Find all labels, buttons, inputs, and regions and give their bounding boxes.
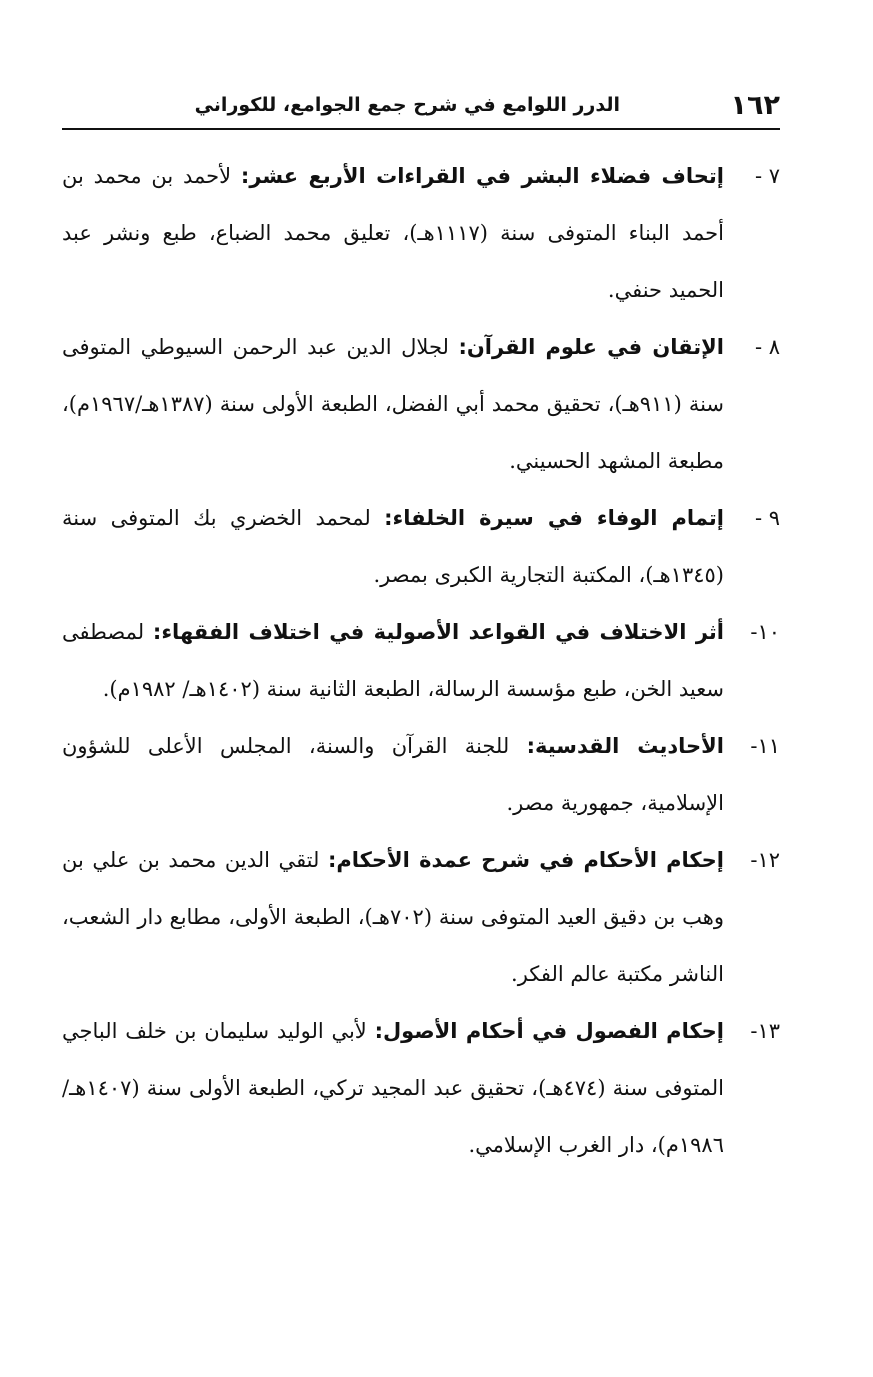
entry-text: لأبي الوليد سليمان بن خلف الباجي المتوفى سنة (٤٧٤هـ)، تحقيق عبد المجيد تركي، الطبعة الأولى سنة (١٤٠٧هـ/١٩٨٦م)، دار الغرب الإسلامي. xyxy=(62,1019,724,1157)
running-title: الدرر اللوامع في شرح جمع الجوامع، للكوراني xyxy=(194,94,620,116)
entry-text: لتقي الدين محمد بن علي بن وهب بن دقيق العيد المتوفى سنة (٧٠٢هـ)، الطبعة الأولى، مطابع دار الشعب، الناشر مكتبة عالم الفكر. xyxy=(62,848,724,986)
entry-title: الإتقان في علوم القرآن: xyxy=(458,335,724,359)
entry-text: لمحمد الخضري بك المتوفى سنة (١٣٤٥هـ)، المكتبة التجارية الكبرى بمصر. xyxy=(62,506,724,587)
entry-text: لمصطفى سعيد الخن، طبع مؤسسة الرسالة، الطبعة الثانية سنة (١٤٠٢هـ/ ١٩٨٢م). xyxy=(62,620,724,701)
entry-number: ١٠- xyxy=(750,620,780,644)
entry-number: ١١- xyxy=(750,734,780,758)
entry-number: ٧ - xyxy=(754,164,780,188)
bibliography-entry xyxy=(62,490,780,604)
entry-body xyxy=(62,319,724,490)
entry-title: الأحاديث القدسية: xyxy=(526,734,724,758)
running-header xyxy=(62,88,780,130)
bibliography-entry xyxy=(62,832,780,1003)
entry-body xyxy=(62,490,724,604)
entry-title: أثر الاختلاف في القواعد الأصولية في اختلاف الفقهاء: xyxy=(152,620,724,644)
bibliography-entry xyxy=(62,319,780,490)
bibliography-entry xyxy=(62,148,780,319)
entry-text: لأحمد بن محمد بن أحمد البناء المتوفى سنة (١١١٧هـ)، تعليق محمد الضباع، طبع ونشر عبد الحميد حنفي. xyxy=(62,164,724,302)
entry-number: ١٣- xyxy=(750,1019,780,1043)
bibliography-list xyxy=(62,148,780,1174)
entry-body xyxy=(62,1003,724,1174)
entry-text: للجنة القرآن والسنة، المجلس الأعلى للشؤون الإسلامية، جمهورية مصر. xyxy=(62,734,724,815)
entry-title: إحكام الفصول في أحكام الأصول: xyxy=(374,1019,724,1043)
entry-number: ١٢- xyxy=(750,848,780,872)
bibliography-entry xyxy=(62,604,780,718)
entry-number: ٨ - xyxy=(754,335,780,359)
entry-text: لجلال الدين عبد الرحمن السيوطي المتوفى سنة (٩١١هـ)، تحقيق محمد أبي الفضل، الطبعة الأولى سنة (١٣٨٧هـ/١٩٦٧م)، مطبعة المشهد الحسيني. xyxy=(62,335,725,473)
bibliography-entry xyxy=(62,1003,780,1174)
bibliography-entry xyxy=(62,718,780,832)
book-page xyxy=(62,88,780,1288)
entry-body xyxy=(62,148,724,319)
page-number: ١٦٢ xyxy=(730,90,780,121)
entry-body xyxy=(62,604,724,718)
entry-body xyxy=(62,832,724,1003)
entry-body xyxy=(62,718,724,832)
entry-number: ٩ - xyxy=(754,506,780,530)
entry-title: إتمام الوفاء في سيرة الخلفاء: xyxy=(384,506,724,530)
entry-title: إحكام الأحكام في شرح عمدة الأحكام: xyxy=(328,848,724,872)
entry-title: إتحاف فضلاء البشر في القراءات الأربع عشر: xyxy=(240,164,724,188)
